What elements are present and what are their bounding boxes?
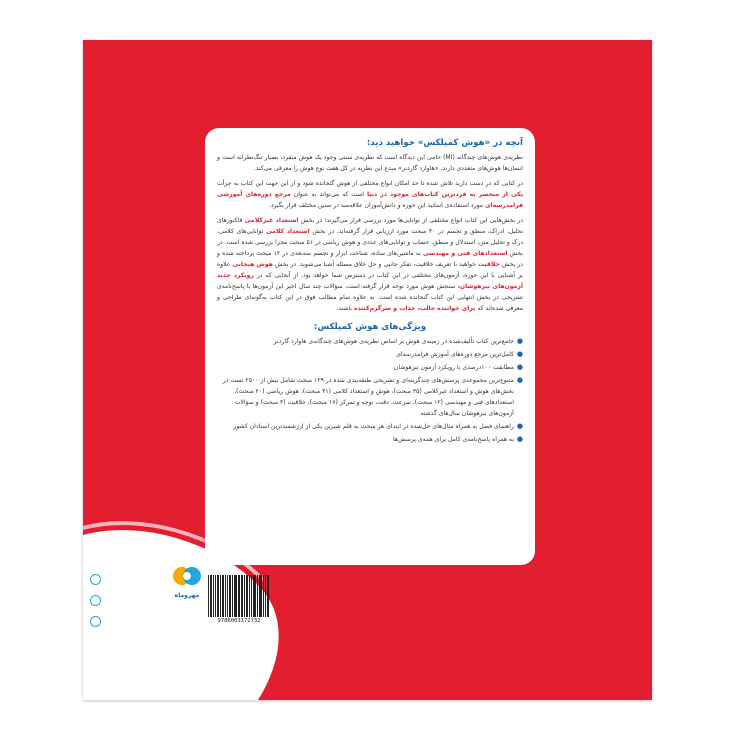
feature-item xyxy=(217,336,523,347)
telegram-icon[interactable] xyxy=(90,595,101,606)
barcode-bar xyxy=(238,575,239,617)
barcode-bar xyxy=(241,575,243,617)
web-icon[interactable] xyxy=(90,616,101,627)
barcode-bar xyxy=(227,575,228,617)
barcode-bar xyxy=(229,575,231,617)
highlight: استعداد کلامی xyxy=(265,228,310,235)
features-title: ویژگی‌های هوش کمپلکس: xyxy=(313,322,427,332)
barcode-bar xyxy=(259,575,260,617)
text: در کتابی که در دست دارید تلاش شده تا حد امکان انواع مختلفی از هوش گنجانده شود و از این جهت این کتاب به جرأت xyxy=(217,180,523,187)
feature-text: مطابقت ۱۰۰درصدی با رویکرد آزمون تیزهوشان xyxy=(393,364,514,371)
social-icons xyxy=(90,574,101,627)
feature-item xyxy=(217,375,523,419)
highlight: خلاقیت xyxy=(477,261,500,268)
barcode-bar xyxy=(225,575,226,617)
bullet-icon: ● xyxy=(516,435,523,443)
instagram-icon[interactable] xyxy=(90,574,101,585)
bullet-icon: ● xyxy=(516,376,523,384)
description-panel xyxy=(205,128,535,565)
barcode-bar xyxy=(210,575,212,617)
barcode-bar xyxy=(257,575,258,617)
feature-item xyxy=(217,434,523,445)
text: توانایی‌های کلامی، درک و تحلیل متن، استدلال و منطق، حساب و توانایی‌های عددی و هوش ریاضی در ۵۱ مبحث مجزا بررسی شده است. در بخش xyxy=(217,228,524,257)
feature-item xyxy=(217,362,523,373)
feature-text: کامل‌ترین مرجع دوره‌های آموزش فرامدرسه‌ای xyxy=(396,351,514,358)
barcode-bar xyxy=(208,575,209,617)
publisher-logo xyxy=(168,565,206,599)
book-paragraph xyxy=(217,178,523,211)
panel-title: آنچه در «هوش کمپلکس» خواهید دید: xyxy=(366,138,523,148)
sections-paragraph xyxy=(217,215,523,314)
highlight: یکی از منحصر به فردترین کتاب‌های موجود در دنیا xyxy=(366,191,523,198)
feature-text: به همراه پاسخ‌نامه‌ی کامل برای همه‌ی پرسش‌ها xyxy=(392,436,514,443)
bullet-icon: ● xyxy=(516,337,523,345)
text: به ماشین‌های ساده، شناخت ابزار و تجسم سه‌بعدی در ۱۲ مبحث پرداخته شده و در بخش xyxy=(217,250,524,268)
publisher-name: مهروماه xyxy=(174,592,200,599)
feature-item xyxy=(217,349,523,360)
highlight: مرجع دوره‌های آموزشی فرامدرسه‌ای xyxy=(217,191,523,209)
barcode-bar xyxy=(260,575,262,617)
barcode-bar xyxy=(249,575,250,617)
barcode-bar xyxy=(215,575,216,617)
feature-text: راهنمای فصل به همراه مثال‌های حل‌شده در ابتدای هر مبحث به قلم شیرین یکی از ارزشمندترین استادان کشور xyxy=(233,423,514,430)
barcode-bar xyxy=(263,575,264,617)
highlight: استعدادهای فنی و مهندسی xyxy=(423,250,508,257)
barcode-bar xyxy=(251,575,252,617)
text: سنجش هوش مورد توجه قرار گرفته است، سؤالات چند سال اخیر این آزمون‌ها با پاسخ‌نامه‌ی تشریحی در بخش انتهایی این کتاب گنجانده شده است. به علاوه تمام مطالب فوق در این کتاب به‌گونه‌ای طراحی و معرفی شده‌اند که xyxy=(217,283,523,312)
highlight: برای خواننده جالب، جذاب و سرگرم‌کننده xyxy=(353,305,476,312)
barcode-bars xyxy=(208,575,270,617)
highlight: استعداد غیرکلامی xyxy=(244,217,299,224)
barcode-bar xyxy=(217,575,220,617)
isbn-number: 9786003172732 xyxy=(217,618,261,624)
barcode-bar xyxy=(265,575,266,617)
text: است که می‌تواند به عنوان xyxy=(293,191,364,198)
barcode-bar xyxy=(213,575,214,617)
highlight: هوش هیجانی xyxy=(232,261,273,268)
barcode-bar xyxy=(239,575,240,617)
barcode xyxy=(208,575,270,624)
intro-paragraph: نظریه‌ی هوش‌های چندگانه (MI) حامی این دیدگاه است که نظریه‌ی سنتی وجود یک هوش منفرد، بسیار تنگ‌نظرانه است و انسان‌ها هوش‌های متعددی دارند. «هاوارد گاردنر» مبدع این نظریه در کل هفت نوع هوش را معرفی می‌کند. xyxy=(217,154,523,172)
publisher-logo-mark xyxy=(172,565,202,587)
text: علاوه بر آشنایی با این حوزه، آزمون‌های مختلفی در این کتاب در دسترس شما خواهد بود. از آنجایی که در xyxy=(217,261,524,279)
barcode-bar xyxy=(222,575,224,617)
text: در بخش‌هایی این کتاب انواع مختلفی از توانایی‌ها مورد بررسی قرار می‌گیرند؛ در بخش xyxy=(300,217,524,224)
barcode-bar xyxy=(244,575,245,617)
feature-text: جامع‌ترین کتاب تألیف‌شده در زمینه‌ی هوش بر اساس نظریه‌ی هوش‌های چندگانه‌ی هاوارد گاردنر xyxy=(273,338,514,345)
text: مورد استفاده‌ی اساتید این حوزه و دانش‌آموزان علاقه‌مند در سنین مختلف قرار بگیرد. xyxy=(268,202,484,209)
barcode-bar xyxy=(253,575,256,617)
feature-text: متنوع‌ترین مجموعه‌ی پرسش‌های چندگزینه‌ای و تشریحی طبقه‌بندی شده در ۱۲۹ مبحث شامل بیش از ۲۵۰۰ تست در بخش‌های هوش و استعداد غیرکلامی (۳۵ مبحث)، هوش و استعداد کلامی (۴۱ مبحث)، هوش ریاضی (۲۰ مبحث)، استعدادهای فنی و مهندسی (۱۲ مبحث)، سرعت، دقت، توجه و تمرکز (۱۷ مبحث)، خلاقیت (۳ مبحث) و سؤالات آزمون‌های تیزهوشان سال‌های گذشته xyxy=(222,377,514,417)
feature-item xyxy=(217,421,523,432)
barcode-bar xyxy=(246,575,248,617)
highlight: رویکرد جدید آزمون‌های تیزهوشان، xyxy=(217,272,524,290)
barcode-bar xyxy=(234,575,237,617)
barcode-bar xyxy=(267,575,269,617)
barcode-bar xyxy=(220,575,221,617)
bullet-icon: ● xyxy=(516,422,523,430)
text: فاکتورهای تحلیل، ادراک، منطق و تجسم در ۴۰ مبحث مورد ارزیابی قرار گرفته‌اند. در بخش xyxy=(217,217,524,235)
text: باشند. xyxy=(336,305,353,312)
text: خواهید با تعریف خلاقیت، تفکر جانبی و حل خلاق مسئله آشنا می‌شوید. در بخش xyxy=(275,261,476,268)
bullet-icon: ● xyxy=(516,363,523,371)
barcode-bar xyxy=(232,575,233,617)
bullet-icon: ● xyxy=(516,350,523,358)
